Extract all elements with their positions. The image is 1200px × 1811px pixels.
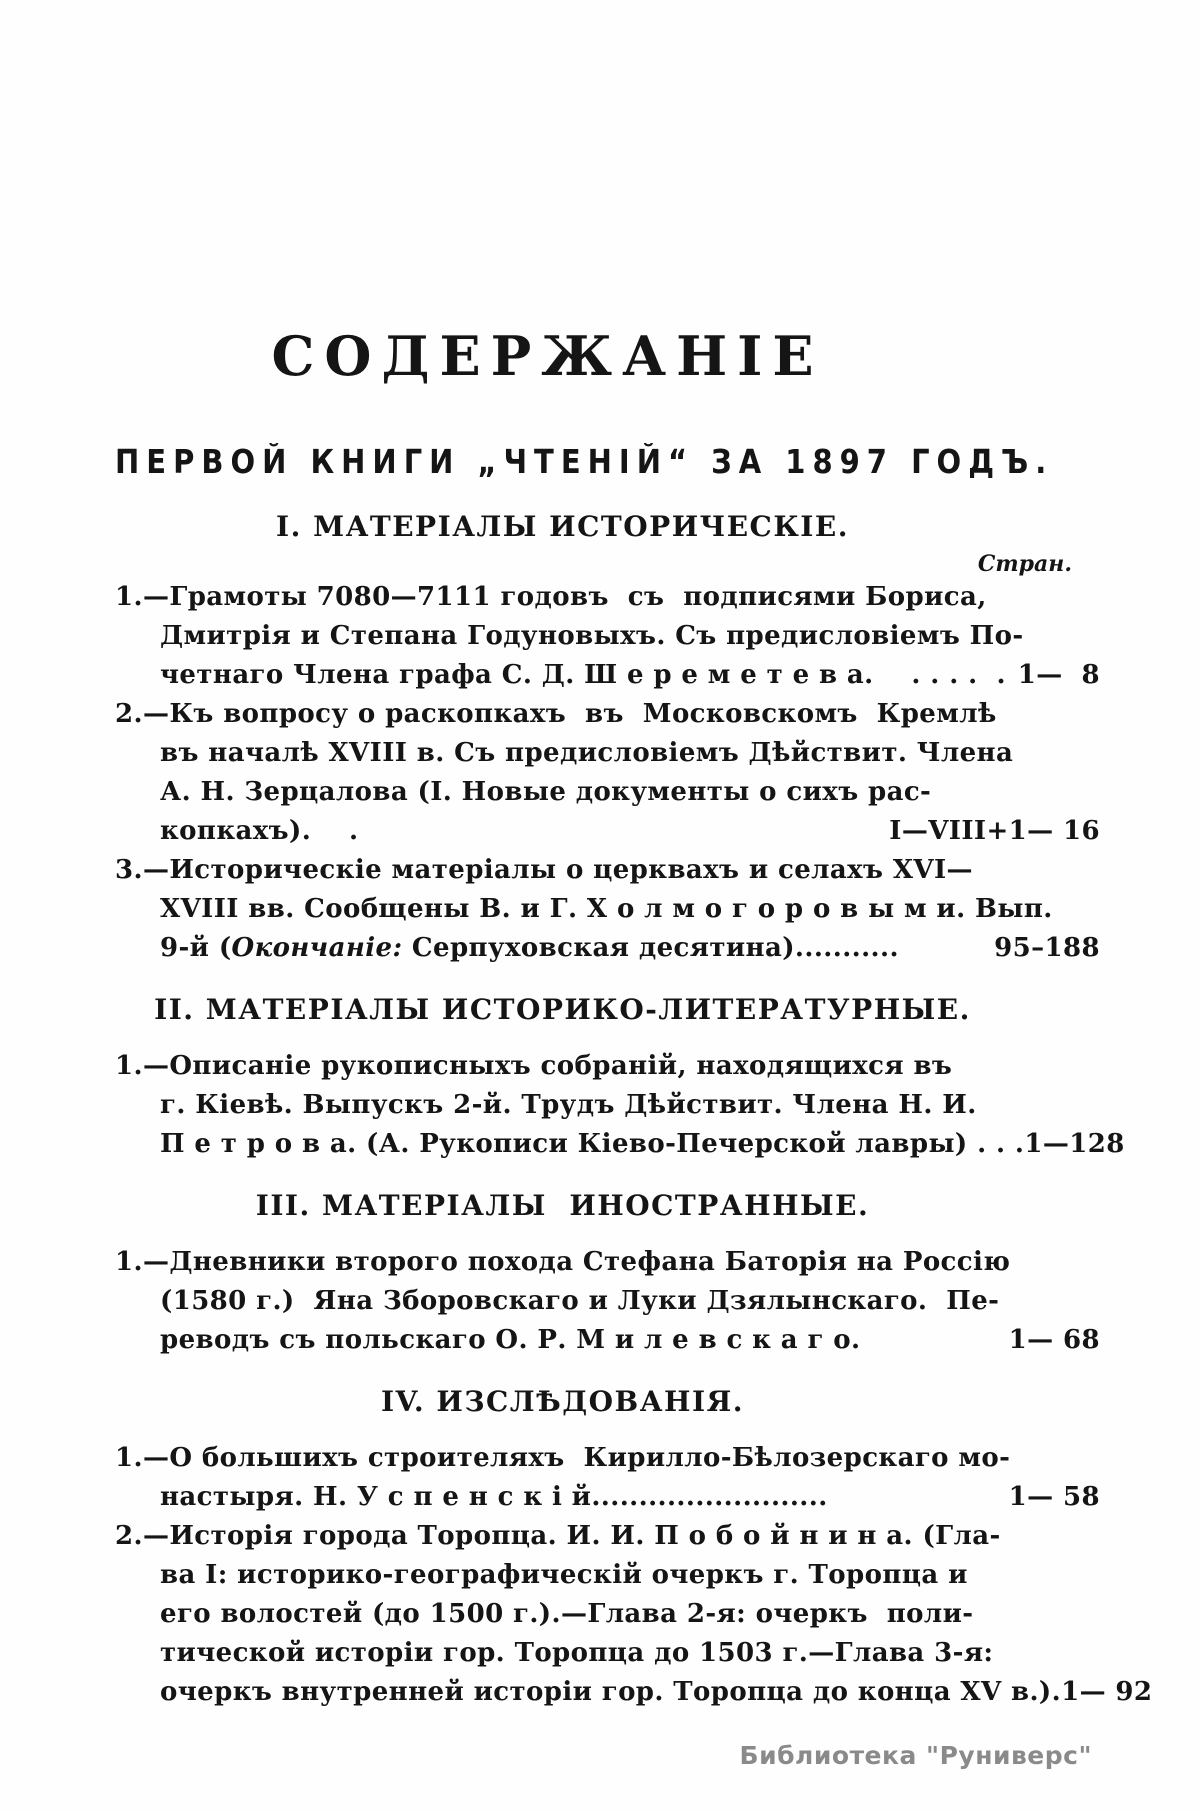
- toc-item: [115, 1243, 1100, 1360]
- page-column-label: Стран.: [977, 550, 1072, 577]
- section-heading: IV. ИЗСЛѢДОВАНІЯ.: [380, 1384, 745, 1418]
- toc-line: 1.—Грамоты 7080—7111 годовъ съ подписями Бориса,: [115, 581, 987, 612]
- page-range: 1— 68: [1008, 1324, 1100, 1355]
- section-heading: I. МАТЕРІАЛЫ ИСТОРИЧЕСКІЕ.: [275, 509, 849, 543]
- toc-line: [115, 1321, 1100, 1360]
- section-studies: [115, 1382, 1153, 1712]
- toc-content: [115, 324, 1153, 1712]
- toc-line: [115, 812, 1100, 851]
- section-heading: III. МАТЕРІАЛЫ ИНОСТРАННЫЕ.: [255, 1188, 870, 1222]
- page-subtitle: ПЕРВОЙ КНИГИ „ЧТЕНІЙ“ ЗА 1897 ГОДЪ.: [115, 442, 1054, 481]
- toc-line: 3.—Историческіе матеріалы о церквахъ и селахъ XVI—: [115, 854, 973, 885]
- toc-line: Дмитрія и Степана Годуновыхъ. Съ предисловіемъ По-: [160, 620, 1024, 651]
- toc-line: [115, 1673, 1153, 1712]
- toc-line-text: П е т р о в а. (А. Рукописи Кіево-Печерской лавры) . . .: [160, 1128, 1025, 1159]
- toc-line: XVIII вв. Сообщены В. и Г. Х о л м о г о р о в ы м и. Вып.: [160, 893, 1053, 924]
- toc-line: тической исторіи гор. Торопца до 1503 г.—Глава 3-я:: [160, 1637, 994, 1668]
- toc-line: [115, 929, 1100, 968]
- page-range: I—VIII+1— 16: [889, 815, 1100, 846]
- toc-line-part: Серпуховская десятина)...........: [402, 932, 899, 963]
- toc-line: г. Кіевѣ. Выпускъ 2-й. Трудъ Дѣйствит. Члена Н. И.: [160, 1089, 977, 1120]
- toc-line-text: настыря. Н. У с п е н с к і й.........................: [160, 1481, 828, 1512]
- page-range: 1—128: [1024, 1128, 1125, 1159]
- toc-line: 1.—Описаніе рукописныхъ собраній, находящихся въ: [115, 1050, 953, 1081]
- toc-item: [115, 695, 1100, 851]
- toc-line-text: реводъ съ польскаго О. Р. М и л е в с к а г о.: [160, 1324, 861, 1355]
- toc-item: [115, 1047, 1125, 1164]
- page-range: 1— 92: [1061, 1676, 1153, 1707]
- toc-line: 1.—Дневники второго похода Стефана Баторія на Россію: [115, 1246, 1011, 1277]
- toc-line: 2.—Исторія города Торопца. И. И. П о б о й н и н а. (Гла-: [115, 1520, 1001, 1551]
- toc-item: [115, 851, 1100, 968]
- page-range: 1— 58: [1008, 1481, 1100, 1512]
- toc-line: его волостей (до 1500 г.).—Глава 2-я: очеркъ поли-: [160, 1598, 974, 1629]
- toc-line-text: очеркъ внутренней исторіи гор. Торопца до конца XV в.).: [160, 1676, 1062, 1707]
- toc-line: [115, 1478, 1100, 1517]
- library-watermark: Библиотека "Руниверс": [739, 1741, 1092, 1770]
- page-range: 1— 8: [1017, 659, 1100, 690]
- toc-line-part: 9-й (: [160, 932, 232, 963]
- toc-line-text: четнаго Члена графа С. Д. Ш е р е м е т е в а. . . . . .: [160, 659, 1006, 690]
- section-materials-literary: [115, 990, 1125, 1164]
- page-range: 95–188: [994, 932, 1100, 963]
- toc-line: А. Н. Зерцалова (I. Новые документы о сихъ рас-: [160, 776, 932, 807]
- toc-item: [115, 1517, 1153, 1712]
- toc-line: [115, 1125, 1125, 1164]
- section-materials-foreign: [115, 1186, 1100, 1360]
- toc-line: (1580 г.) Яна Зборовскаго и Луки Дзялынскаго. Пе-: [160, 1285, 1000, 1316]
- toc-line-text: [160, 929, 899, 968]
- toc-line-part-italic: Окончаніе:: [231, 932, 403, 963]
- toc-line: въ началѣ XVIII в. Съ предисловіемъ Дѣйствит. Члена: [160, 737, 1014, 768]
- toc-item: [115, 1439, 1100, 1517]
- toc-line-text: копкахъ). .: [160, 815, 359, 846]
- section-materials-historical: [115, 507, 1100, 968]
- page-title: СОДЕРЖАНІЕ: [271, 324, 824, 388]
- toc-line: [115, 656, 1100, 695]
- section-heading: II. МАТЕРІАЛЫ ИСТОРИКО-ЛИТЕРАТУРНЫЕ.: [154, 992, 971, 1026]
- toc-line: 2.—Къ вопросу о раскопкахъ въ Московскомъ Кремлѣ: [115, 698, 997, 729]
- toc-line: ва I: историко-географическій очеркъ г. Торопца и: [160, 1559, 968, 1590]
- toc-line: 1.—О большихъ строителяхъ Кирилло-Бѣлозерскаго мо-: [115, 1442, 1011, 1473]
- toc-item: [115, 578, 1100, 695]
